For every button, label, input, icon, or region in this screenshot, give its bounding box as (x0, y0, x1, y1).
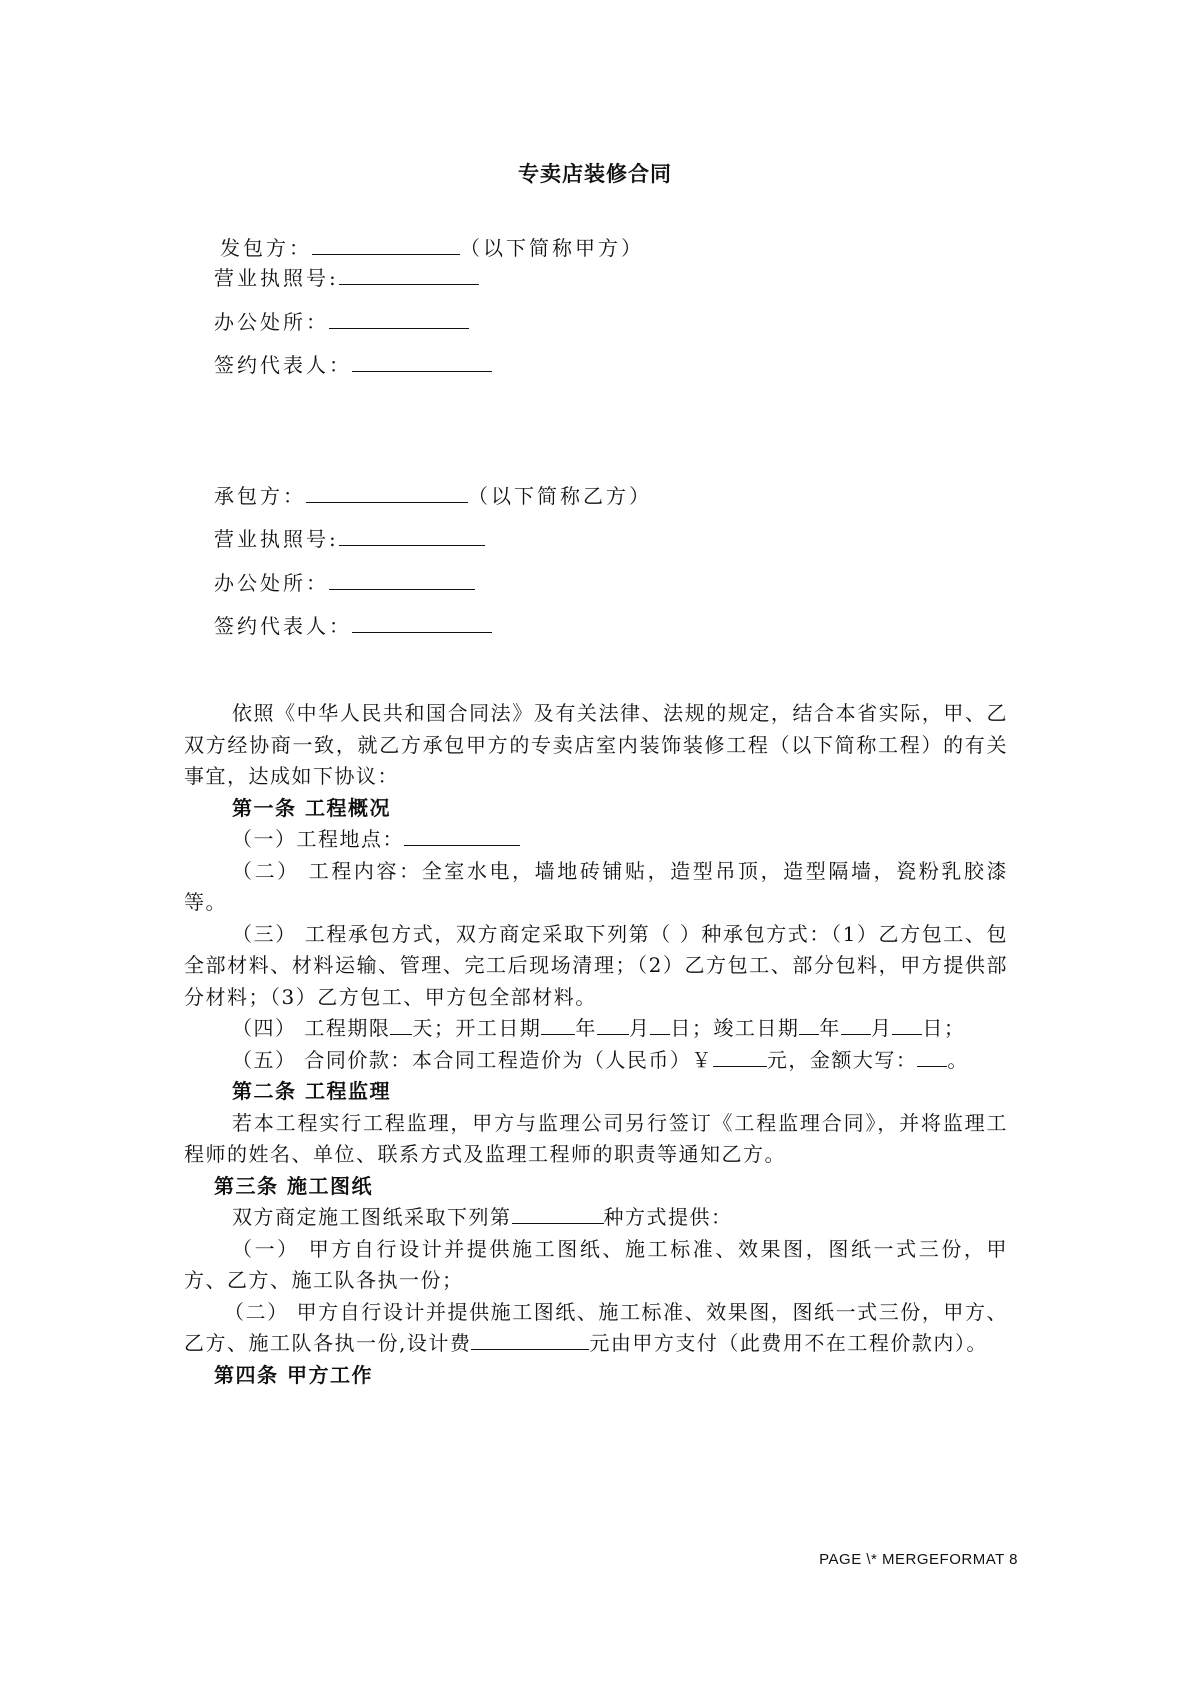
article-1-item-1 (184, 824, 1008, 856)
end-date-label: 日；竣工日期 (670, 1016, 800, 1040)
contract-body (184, 698, 1008, 1391)
project-location-blank (404, 825, 520, 846)
article-1-heading: 第一条 工程概况 (232, 795, 391, 820)
start-month-blank (597, 1014, 629, 1035)
party-b-license-line (214, 523, 485, 554)
end-day-unit: 日； (922, 1016, 966, 1040)
start-date-label: 天；开工日期 (412, 1016, 542, 1040)
drawing-method-blank (512, 1203, 604, 1224)
party-b-office-label: 办公处所： (214, 571, 329, 595)
article-3-item-2-suffix: 元由甲方支付（此费用不在工程价款内）。 (589, 1331, 988, 1355)
end-month-blank (841, 1014, 871, 1035)
party-a-name-blank (312, 232, 460, 255)
article-1-item-2: （二） 工程内容：全室水电，墙地砖铺贴，造型吊顶，造型隔墙，瓷粉乳胶漆等。 (184, 858, 1008, 914)
party-a-rep-line (214, 349, 492, 380)
party-b-rep-line (214, 610, 492, 641)
design-fee-blank (471, 1329, 589, 1350)
price-end-mark: 。 (947, 1047, 969, 1072)
article-2-heading: 第二条 工程监理 (232, 1079, 391, 1103)
party-b-suffix: （以下简称乙方） (468, 484, 652, 508)
price-label: （五） 合同价款：本合同工程造价为（人民币）￥ (232, 1047, 713, 1072)
article-3-item-2-text: （二） 甲方自行设计并提供施工图纸、施工标准、效果图，图纸一式三份，甲方、乙方、施工队各执一份,设计费 (184, 1299, 1008, 1355)
party-a-label: 发包方： (220, 236, 312, 260)
party-a-license-label: 营业执照号: (214, 266, 339, 290)
party-a-office-blank (329, 306, 469, 329)
party-a-license-line (214, 262, 479, 293)
start-month-unit: 月 (628, 1016, 651, 1040)
article-1-item-4 (184, 1013, 1008, 1045)
page-footer: PAGE \* MERGEFORMAT 8 (819, 1551, 1018, 1568)
end-year-blank (799, 1014, 819, 1035)
article-3-heading: 第三条 施工图纸 (214, 1173, 373, 1198)
drawing-method-suffix: 种方式提供： (603, 1205, 733, 1229)
party-a-rep-label: 签约代表人： (214, 353, 352, 377)
party-b-office-blank (329, 567, 475, 590)
party-b-name-blank (306, 480, 468, 503)
period-label: （四） 工程期限 (232, 1016, 391, 1040)
intro-paragraph: 依照《中华人民共和国合同法》及有关法律、法规的规定，结合本省实际，甲、乙双方经协商一致，就乙方承包甲方的专卖店室内装饰装修工程（以下简称工程）的有关事宜，达成如下协议： (184, 701, 1008, 788)
drawing-method-label: 双方商定施工图纸采取下列第 (232, 1205, 512, 1229)
party-b-office-line (214, 567, 475, 598)
party-b-label: 承包方： (214, 484, 306, 508)
article-1-item-1-text: （一）工程地点： (232, 827, 404, 851)
party-a-suffix: （以下简称甲方） (460, 236, 644, 260)
party-a-office-label: 办公处所： (214, 310, 329, 334)
start-year-unit: 年 (575, 1016, 597, 1040)
end-year-unit: 年 (819, 1016, 841, 1040)
end-day-blank (892, 1014, 922, 1035)
price-words-label: 元，金额大写： (766, 1047, 918, 1072)
article-3-item-1: （一） 甲方自行设计并提供施工图纸、施工标准、效果图，图纸一式三份，甲方、乙方、施工队各执一份； (184, 1236, 1008, 1292)
start-day-blank (650, 1014, 670, 1035)
article-3-item-2 (184, 1297, 1008, 1360)
party-b-license-label: 营业执照号: (214, 527, 339, 551)
party-b-rep-label: 签约代表人： (214, 614, 352, 638)
article-4-heading: 第四条 甲方工作 (214, 1362, 373, 1387)
price-amount-blank (713, 1046, 767, 1067)
party-b-line (214, 480, 652, 511)
party-b-license-blank (339, 523, 485, 546)
period-days-blank (390, 1014, 412, 1035)
article-3-intro (184, 1202, 1008, 1234)
article-1-item-5 (184, 1045, 1008, 1077)
article-1-item-3: （三） 工程承包方式，双方商定采取下列第（ ）种承包方式：（1）乙方包工、包全部材料、材料运输、管理、完工后现场清理；（2）乙方包工、部分包料，甲方提供部分材料；（3）乙方包工、甲方包全部材料。 (184, 921, 1008, 1009)
document-title: 专卖店装修合同 (518, 161, 672, 186)
party-a-license-blank (339, 262, 479, 285)
end-month-unit: 月 (870, 1016, 893, 1040)
price-words-blank (917, 1046, 947, 1067)
article-2-text: 若本工程实行工程监理，甲方与监理公司另行签订《工程监理合同》，并将监理工程师的姓名、单位、联系方式及监理工程师的职责等通知乙方。 (184, 1110, 1008, 1166)
party-a-office-line (214, 306, 469, 337)
start-year-blank (541, 1014, 575, 1035)
party-a-rep-blank (352, 349, 492, 372)
party-b-rep-blank (352, 610, 492, 633)
party-a-line (220, 232, 644, 263)
